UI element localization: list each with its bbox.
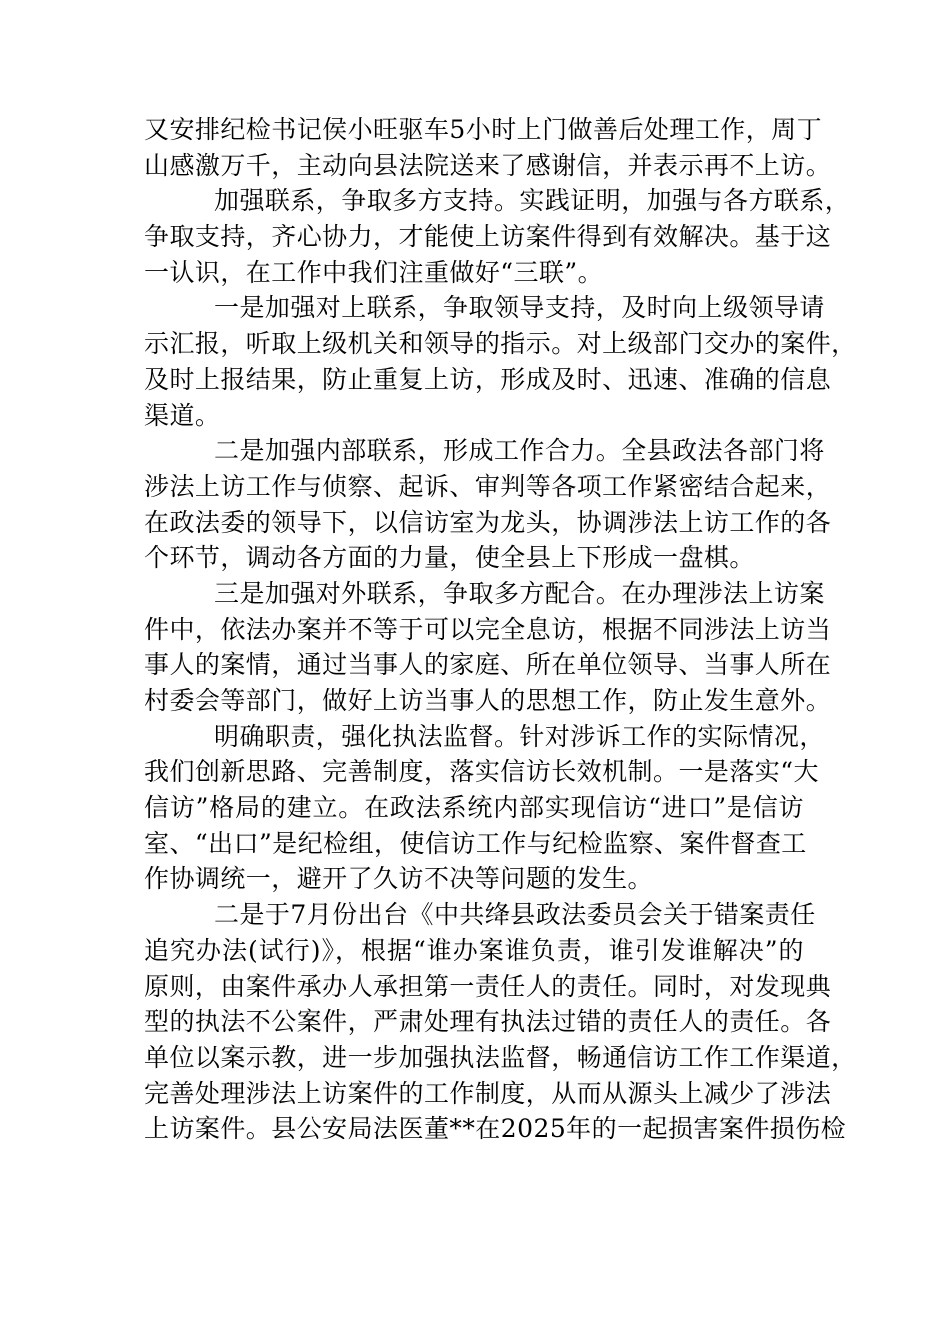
paragraph	[144, 433, 832, 576]
text-line: 一是加强对上联系，争取领导支持，及时向上级领导请	[214, 293, 825, 323]
text-line: 在政法委的领导下，以信访室为龙头，协调涉法上访工作的各	[144, 507, 832, 537]
text-line: 型的执法不公案件，严肃处理有执法过错的责任人的责任。各	[144, 1007, 832, 1037]
text-line: 室、“出口”是纪检组，使信访工作与纪检监察、案件督查工	[144, 828, 807, 858]
text-line: 作协调统一，避开了久访不决等问题的发生。	[144, 864, 654, 894]
text-line: 及时上报结果，防止重复上访，形成及时、迅速、准确的信息	[144, 364, 832, 394]
paragraph	[144, 576, 832, 719]
text-line: 上访案件。县公安局法医董**在2025年的一起损害案件损伤检	[144, 1114, 847, 1144]
text-line: 加强联系，争取多方支持。实践证明，加强与各方联系，	[214, 186, 851, 216]
text-line: 又安排纪检书记侯小旺驱车5小时上门做善后处理工作，周丁	[144, 115, 823, 144]
text-line: 渠道。	[144, 400, 221, 430]
text-line: 示汇报，听取上级机关和领导的指示。对上级部门交办的案件，	[144, 329, 857, 359]
text-line: 二是于7月份出台《中共绛县政法委员会关于错案责任	[214, 900, 816, 930]
text-line: 村委会等部门，做好上访当事人的思想工作，防止发生意外。	[144, 686, 832, 715]
text-line: 明确职责，强化执法监督。针对涉诉工作的实际情况，	[214, 721, 825, 751]
text-line: 完善处理涉法上访案件的工作制度，从而从源头上减少了涉法	[144, 1078, 832, 1108]
text-line: 一认识，在工作中我们注重做好“三联”。	[144, 257, 604, 287]
paragraph	[144, 183, 851, 290]
text-line: 个环节，调动各方面的力量，使全县上下形成一盘棋。	[144, 543, 755, 573]
text-line: 单位以案示教，进一步加强执法监督，畅通信访工作工作渠道，	[144, 1042, 857, 1072]
text-line: 争取支持，齐心协力，才能使上访案件得到有效解决。基于这	[144, 222, 832, 252]
text-line: 我们创新思路、完善制度，落实信访长效机制。一是落实“大	[144, 757, 819, 787]
text-line: 原则，由案件承办人承担第一责任人的责任。同时，对发现典	[144, 971, 832, 1001]
document-body	[144, 112, 857, 1147]
paragraph	[144, 112, 832, 183]
text-line: 三是加强对外联系，争取多方配合。在办理涉法上访案	[214, 578, 825, 608]
paragraph	[144, 290, 857, 433]
text-line: 件中，依法办案并不等于可以完全息访，根据不同涉法上访当	[144, 614, 832, 644]
text-line: 追究办法(试行)》，根据“谁办案谁负责，谁引发谁解决”的	[144, 935, 804, 965]
paragraph	[144, 719, 825, 897]
paragraph	[144, 897, 857, 1147]
text-line: 信访”格局的建立。在政法系统内部实现信访“进口”是信访	[144, 793, 804, 823]
text-line: 二是加强内部联系，形成工作合力。全县政法各部门将	[214, 436, 825, 466]
text-line: 山感激万千，主动向县法院送来了感谢信，并表示再不上访。	[144, 150, 832, 180]
text-line: 涉法上访工作与侦察、起诉、审判等各项工作紧密结合起来，	[144, 471, 832, 501]
text-line: 事人的案情，通过当事人的家庭、所在单位领导、当事人所在	[144, 650, 832, 680]
